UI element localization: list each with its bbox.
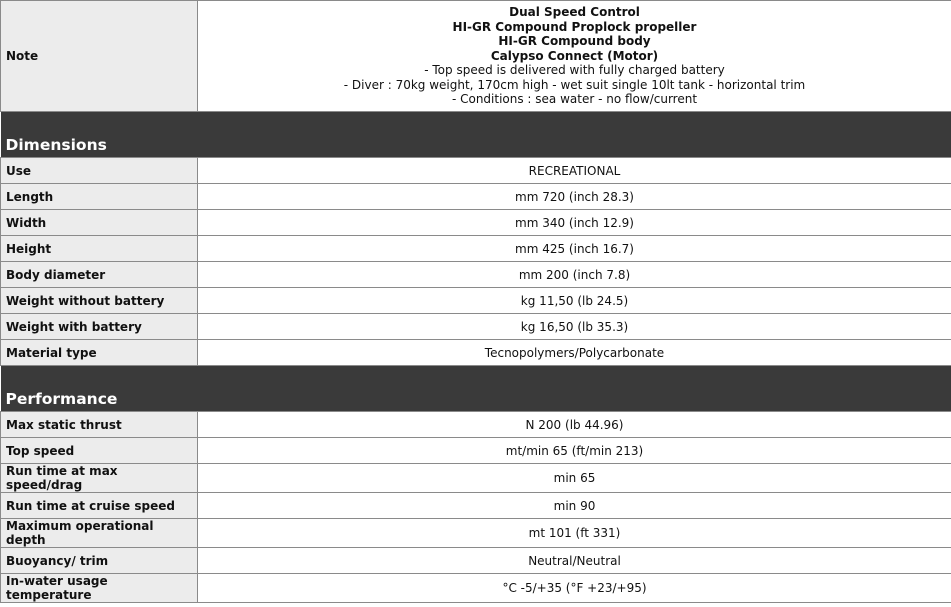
spec-label: Width — [1, 210, 198, 236]
spec-value: min 90 — [198, 493, 951, 519]
note-title-1: Dual Speed Control — [509, 5, 640, 20]
spec-row — [1, 262, 951, 288]
spec-label: Use — [1, 158, 198, 184]
spec-value: min 65 — [198, 464, 951, 493]
note-title-3: HI-GR Compound body — [498, 34, 651, 49]
spec-label: Max static thrust — [1, 412, 198, 438]
spec-label: In-water usage temperature — [1, 574, 198, 603]
spec-row — [1, 464, 951, 493]
spec-value: mm 340 (inch 12.9) — [198, 210, 951, 236]
spec-row — [1, 493, 951, 519]
spec-row — [1, 210, 951, 236]
note-line-2: - Diver : 70kg weight, 170cm high - wet suit single 10lt tank - horizontal trim — [343, 77, 806, 92]
spec-value: mm 720 (inch 28.3) — [198, 184, 951, 210]
spec-value: °C -5/+35 (°F +23/+95) — [198, 574, 951, 603]
spec-value: mt 101 (ft 331) — [198, 519, 951, 548]
spec-row — [1, 412, 951, 438]
spec-label: Length — [1, 184, 198, 210]
spec-value: mt/min 65 (ft/min 213) — [198, 438, 951, 464]
section-spacer — [1, 112, 951, 133]
spec-label: Material type — [1, 340, 198, 366]
spec-row — [1, 574, 951, 603]
spec-value: mm 425 (inch 16.7) — [198, 236, 951, 262]
note-line-1: - Top speed is delivered with fully charged battery — [424, 63, 725, 78]
note-content — [198, 1, 951, 112]
note-line-3: - Conditions : sea water - no flow/current — [451, 92, 698, 107]
spec-label: Top speed — [1, 438, 198, 464]
spec-row — [1, 438, 951, 464]
spec-value: kg 11,50 (lb 24.5) — [198, 288, 951, 314]
section-heading: Dimensions — [1, 132, 951, 158]
section-heading: Performance — [1, 386, 951, 412]
spec-row — [1, 184, 951, 210]
spec-label: Run time at max speed/drag — [1, 464, 198, 493]
spec-row — [1, 519, 951, 548]
spec-row — [1, 158, 951, 184]
spec-value: RECREATIONAL — [198, 158, 951, 184]
spec-label: Buoyancy/ trim — [1, 548, 198, 574]
spec-row — [1, 314, 951, 340]
spec-row — [1, 236, 951, 262]
spec-label: Weight with battery — [1, 314, 198, 340]
spec-value: mm 200 (inch 7.8) — [198, 262, 951, 288]
spec-row — [1, 340, 951, 366]
section-performance — [1, 386, 951, 412]
spec-label: Body diameter — [1, 262, 198, 288]
spec-label: Weight without battery — [1, 288, 198, 314]
spec-label: Run time at cruise speed — [1, 493, 198, 519]
spec-row — [1, 548, 951, 574]
note-row — [1, 1, 951, 112]
section-dimensions — [1, 132, 951, 158]
note-title-2: HI-GR Compound Proplock propeller — [452, 19, 697, 34]
spec-label: Maximum operational depth — [1, 519, 198, 548]
spec-value: Tecnopolymers/Polycarbonate — [198, 340, 951, 366]
spec-value: N 200 (lb 44.96) — [198, 412, 951, 438]
section-spacer — [1, 366, 951, 387]
spec-value: Neutral/Neutral — [198, 548, 951, 574]
spec-row — [1, 288, 951, 314]
spec-label: Height — [1, 236, 198, 262]
note-label: Note — [1, 1, 198, 112]
note-title-4: Calypso Connect (Motor) — [490, 48, 659, 63]
spec-value: kg 16,50 (lb 35.3) — [198, 314, 951, 340]
